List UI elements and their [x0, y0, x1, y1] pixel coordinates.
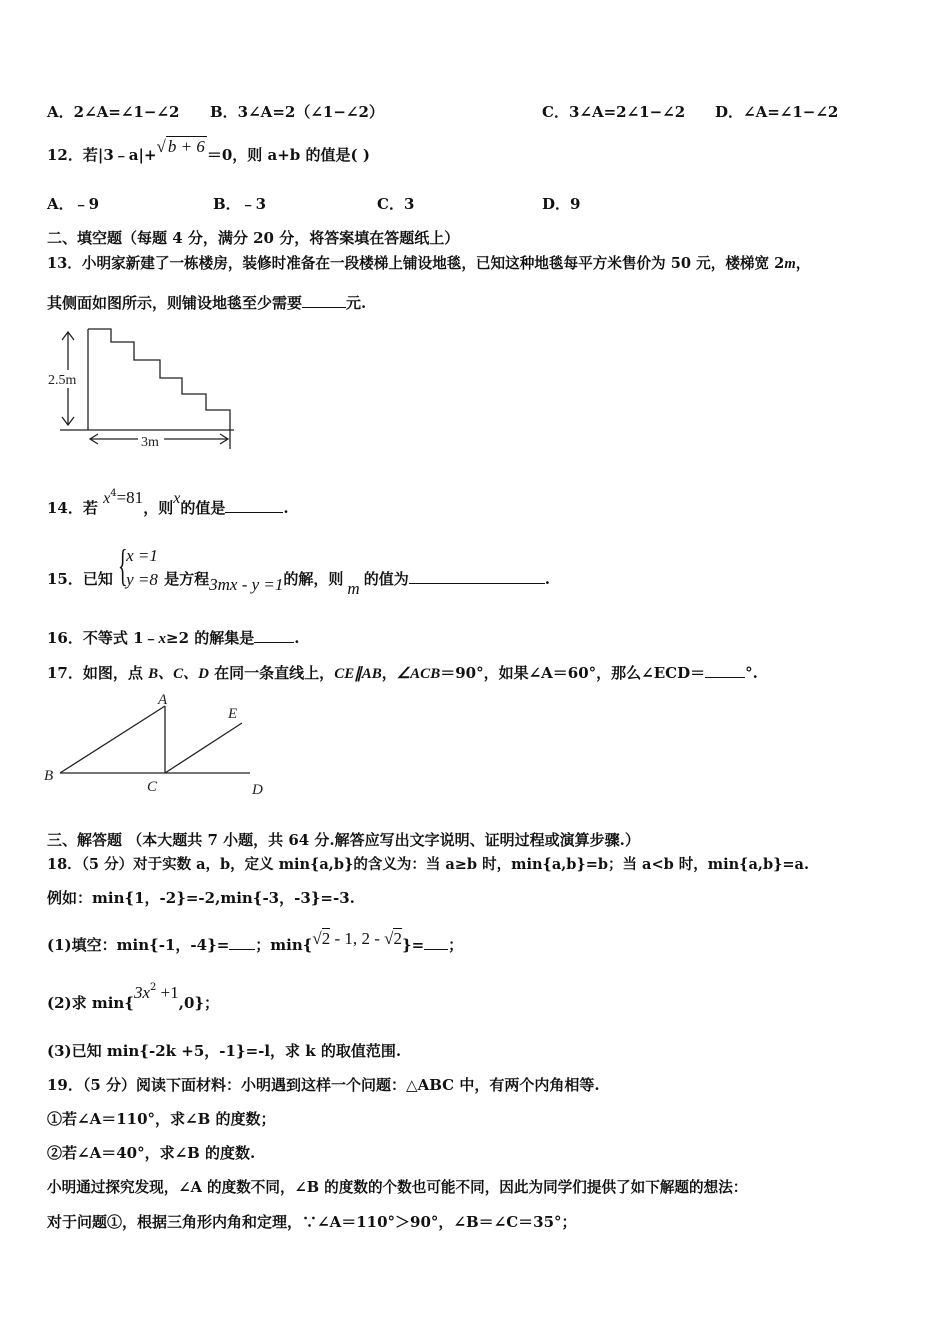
q17-text-1: 17．如图，点: [47, 664, 149, 682]
q17-text-3: ，: [381, 664, 397, 682]
q18-blank-1[interactable]: [229, 934, 255, 950]
q16-text-post: ≥2 的解集是: [166, 629, 255, 647]
q14-stem: [47, 488, 289, 521]
q15-end: .: [544, 570, 550, 588]
q12-text-pre: 12．若|3﹣a|+: [47, 146, 157, 164]
section-2-heading: 二、填空题（每题 4 分，满分 20 分，将答案填在答题纸上）: [47, 229, 460, 247]
q11-option-d: D．∠A=∠1−∠2: [715, 103, 839, 121]
q18-root-rest-1: - 1,: [330, 929, 358, 948]
q17-label-d: D: [252, 782, 263, 798]
q15-text-pre: 15．已知: [47, 570, 113, 588]
q15-text-mid2: 的解，则: [283, 570, 344, 588]
q15-text-post: 的值为: [363, 570, 409, 588]
q13-height-label: 2.5m: [48, 373, 77, 388]
q17-parallel: CE∥AB: [334, 666, 382, 682]
q18-root-pre-2: 2 -: [357, 929, 385, 948]
q18-p2-text-a: (2)求 min{: [47, 994, 134, 1012]
q18-blank-2[interactable]: [424, 934, 448, 950]
q19-line5: 对于问题①，根据三角形内角和定理，∵∠A＝110°＞90°，∠B＝∠C＝35°；: [47, 1213, 577, 1231]
q18-p1-text-d: ；: [448, 936, 464, 954]
q16-stem: [47, 627, 300, 649]
q14-text-mid: ，则: [143, 499, 174, 517]
q12-text-post: ＝0，则 a+b 的值是( ): [206, 146, 370, 164]
q11-option-c: C．3∠A=2∠1−∠2: [542, 103, 686, 121]
q15-eq-y: y =8: [126, 570, 158, 589]
q18-p2-plus: +1: [156, 983, 179, 1002]
q13-text-2b: 元.: [346, 294, 367, 312]
q13-width-label: 3m: [141, 435, 159, 450]
q18-p1-text-b: ；min{: [255, 936, 313, 954]
q18-line2: 例如：min{1，-2}=-2,min{-3，-3}=-3.: [47, 889, 355, 907]
q14-x2: x: [173, 490, 181, 507]
q12-radicand: b + 6: [167, 137, 205, 156]
q12-sqrt: √ b + 6: [156, 137, 205, 156]
q17-angle: ∠ACB: [396, 666, 441, 682]
q16-x: x: [158, 631, 167, 647]
q14-x: x: [103, 490, 111, 507]
q16-answer-blank[interactable]: [254, 627, 294, 643]
q14-answer-blank[interactable]: [225, 497, 283, 513]
q17-text-2: 在同一条直线上，: [208, 664, 335, 682]
q13-comma: ，: [795, 255, 811, 272]
q17-answer-blank[interactable]: [705, 662, 745, 678]
q18-p1-text-a: (1)填空：min{-1，-4}=: [47, 936, 230, 954]
q17-label-a: A: [158, 692, 168, 708]
q13-text-2a: 其侧面如图所示，则铺设地毯至少需要: [47, 294, 303, 312]
q13-stair-figure: [44, 322, 244, 452]
q18-part2: [47, 982, 220, 1016]
q12-stem: [47, 137, 370, 165]
section-3-heading: 三、解答题 （本大题共 7 小题，共 64 分.解答应写出文字说明、证明过程或演算步骤.）: [47, 831, 640, 849]
q17-text-4: ＝90°，如果∠A＝60°，那么∠ECD＝: [440, 664, 706, 682]
q11-option-a: A．2∠A=∠1−∠2: [47, 103, 180, 121]
q18-root-expr: √2 - 1, 2 - √2: [312, 929, 402, 948]
q15-eq-x: x =1: [126, 546, 158, 565]
q12-option-a: A．﹣9: [47, 195, 100, 213]
q18-p2-expr: 3x: [133, 983, 151, 1002]
q19-line2: ①若∠A＝110°，求∠B 的度数；: [47, 1110, 276, 1128]
q18-radicand-1: 2: [321, 929, 331, 948]
q19-line3: ②若∠A＝40°，求∠B 的度数.: [47, 1144, 256, 1162]
q15-answer-blank[interactable]: [409, 568, 545, 584]
q17-label-b: B: [44, 768, 54, 784]
q17-label-e: E: [228, 706, 238, 722]
q19-line1: 19．（5 分）阅读下面材料：小明遇到这样一个问题：△ABC 中，有两个内角相等.: [47, 1076, 600, 1094]
q14-end: .: [283, 499, 289, 517]
q17-points: B、C、D: [148, 666, 209, 682]
q16-text-pre: 16．不等式 1﹣: [47, 629, 159, 647]
q12-option-b: B．﹣3: [213, 195, 267, 213]
q11-option-b: B．3∠A=2（∠1−∠2）: [210, 103, 384, 121]
q15-brace-icon: {: [118, 541, 128, 590]
q18-radicand-2: 2: [393, 929, 402, 948]
q15-text-mid1: 是方程: [164, 570, 210, 588]
q15-stem: [47, 541, 550, 598]
q17-label-c: C: [147, 779, 158, 795]
q12-option-d: D．9: [542, 195, 581, 213]
q13-text-1: 13．小明家新建了一栋楼房，装修时准备在一段楼梯上铺设地毯，已知这种地毯每平方米售价为 50 元，楼梯宽 2: [47, 255, 785, 272]
q18-p1-text-c: }=: [401, 936, 425, 954]
q17-text-5: °.: [745, 664, 758, 682]
q15-equation: 3mx - y =1: [209, 575, 284, 594]
q13-unit: m: [784, 256, 796, 272]
q18-p2-text-b: ,0}；: [178, 994, 220, 1012]
q17-stem: [47, 662, 758, 684]
q13-line2: [47, 292, 366, 313]
q12-option-c: C．3: [377, 195, 415, 213]
q14-exponent: 4: [110, 488, 117, 499]
q17-geometry-figure: [40, 690, 280, 800]
q14-equals-81: =81: [116, 488, 144, 507]
q14-text-pre: 14．若: [47, 499, 98, 517]
q19-line4: 小明通过探究发现，∠A 的度数不同，∠B 的度数的个数也可能不同，因此为同学们提供了如下解题的想法：: [47, 1179, 748, 1196]
q13-line1: [47, 254, 810, 274]
q18-p2-exponent: 2: [150, 982, 157, 993]
q18-part3: (3)已知 min{-2k +5，-1}=-l，求 k 的取值范围.: [47, 1042, 402, 1060]
q18-part1: [47, 929, 464, 955]
q13-answer-blank[interactable]: [302, 292, 346, 308]
q18-line1: 18．（5 分）对于实数 a，b，定义 min{a,b}的含义为：当 a≥b 时，min{a,b}=b；当 a<b 时，min{a,b}=a.: [47, 856, 810, 873]
q14-text-post: 的值是: [180, 499, 226, 517]
q16-end: .: [294, 629, 300, 647]
q15-m: m: [347, 579, 360, 598]
q15-system: [118, 541, 164, 590]
